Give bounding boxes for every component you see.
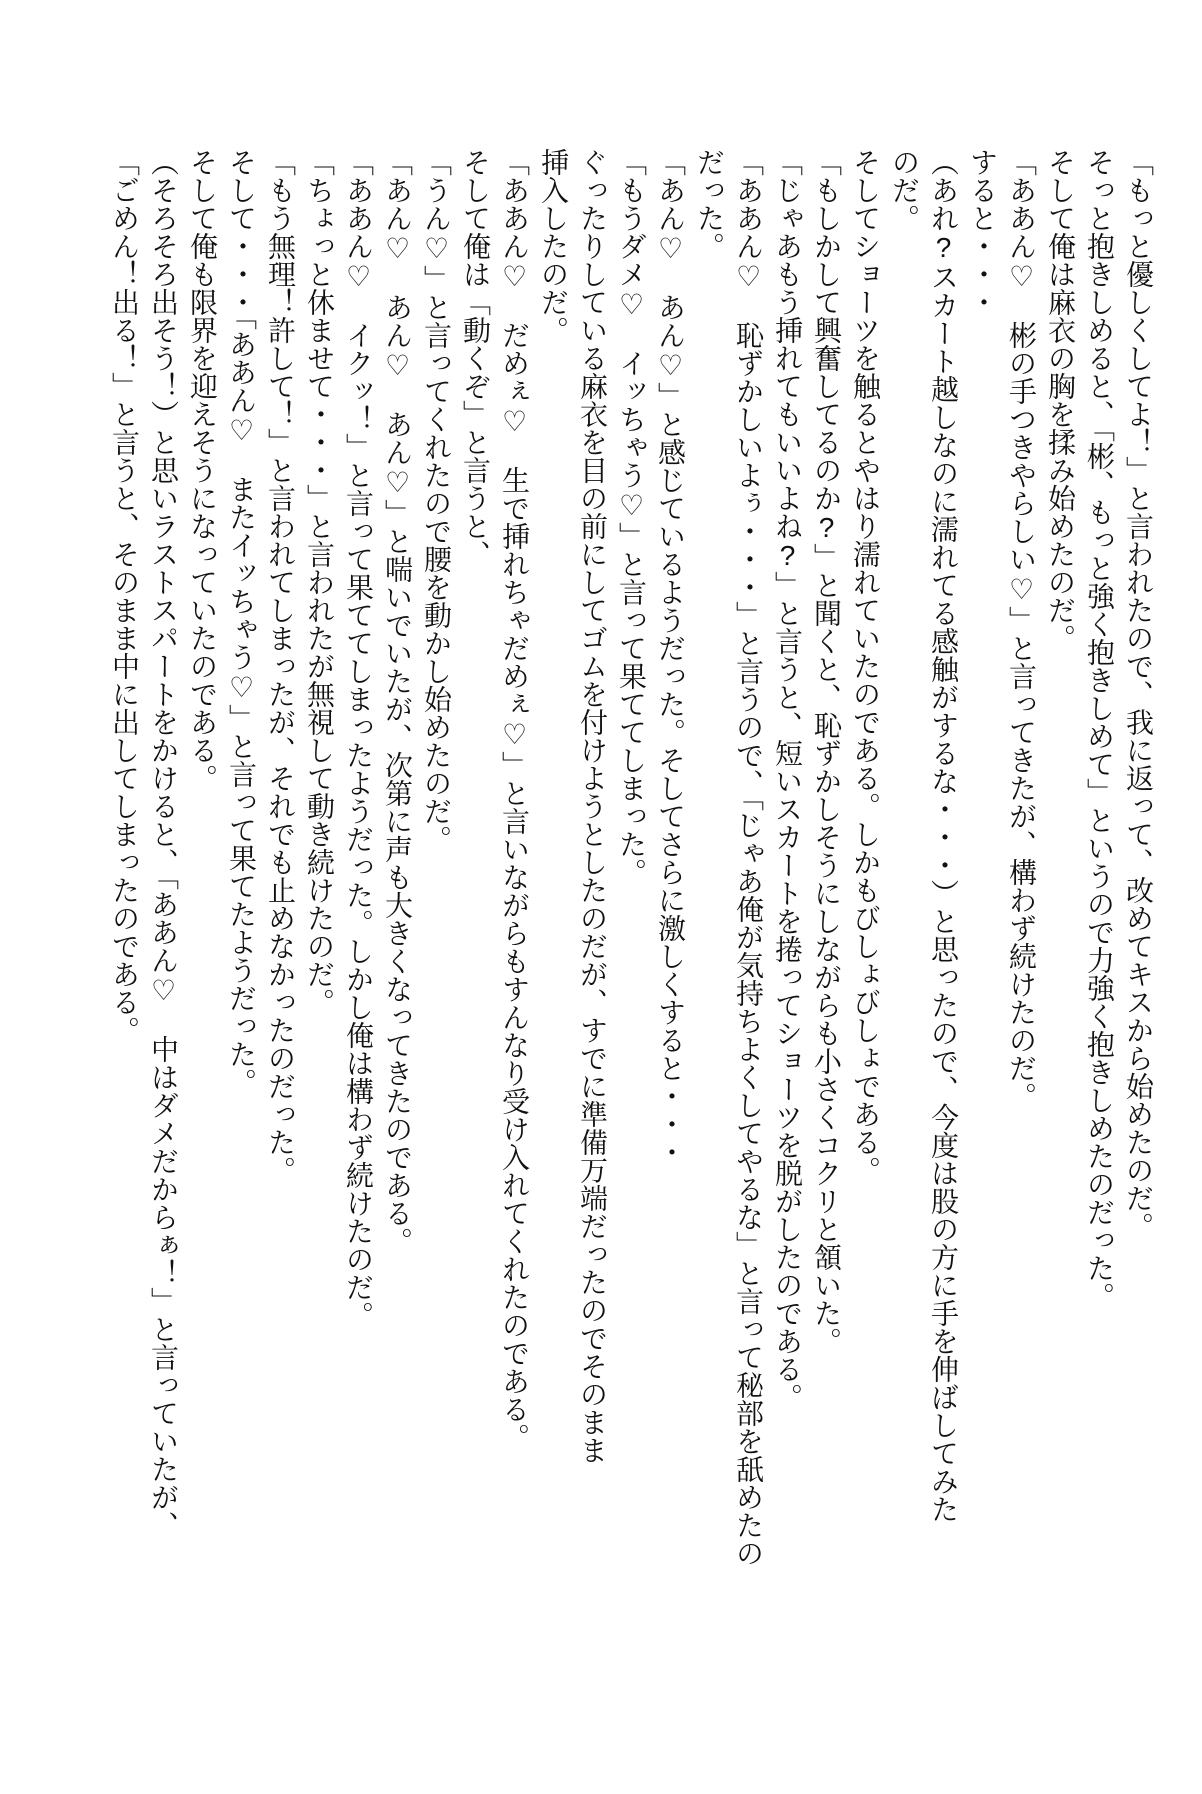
question-mark: ? [772,540,803,571]
text-line: そして俺は麻衣の胸を揉み始めたのだ。 [1045,148,1076,652]
text-line: （あれ?スカート越しなのに濡れてる感触がするな・・・）と思ったので、今度は股の方に手を伸ばしてみた [928,148,959,1523]
text-line: 「あん♡ あん♡ あん♡」と喘いでいたが、次第に声も大きくなってきたのである。 [382,148,413,1255]
text-line: 「もっと優しくしてよ！」と言われたので、我に返って、改めてキスから始めたのだ。 [1123,148,1154,1240]
text-line: そして俺も限界を迎えそうになっていたのである。 [187,148,218,792]
text-line: ぐったりしている麻衣を目の前にしてゴムを付けようとしたのだが、すでに準備万端だったのでそのまま [577,148,608,1464]
text-line: 「ああん♡ イクッ！」と言って果ててしまったようだった。しかし俺は構わず続けたのだ。 [343,148,374,1329]
text-line: そしてショーツを触るとやはり濡れていたのである。しかもびしょびしょである。 [850,148,881,1184]
text-line: そっと抱きしめると、「彬、もっと強く抱きしめて」というので力強く抱きしめたのだった。 [1084,148,1115,1310]
text-line: 「ああん♡ だめぇ♡ 生で挿れちゃだめぇ♡」と言いながらもすんなり受け入れてくれたのである。 [499,148,530,1451]
text-line: 「ちょっと休ませて・・・」と言われたが無視して動き続けたのだ。 [304,148,335,1016]
text-line: 「ああん♡ 彬の手つきやらしい♡」と言ってきたが、構わず続けたのだ。 [1006,148,1037,1110]
text-line: 「もうダメ♡ イッちゃう♡」と言って果ててしまった。 [616,148,647,886]
text-line: 「もう無理！許して！」と言われてしまったが、それでも止めなかったのだった。 [265,148,296,1184]
text-line: そして俺は「動くぞ」と言うと、 [460,148,491,568]
vertical-text-block [105,148,1158,1758]
text-line: そして・・・「ああん♡ またイッちゃう♡」と言って果てたようだった。 [226,148,257,1096]
text-line: 「うん♡」と言ってくれたので腰を動かし始めたのだ。 [421,148,452,853]
text-line: のだ。 [889,148,920,232]
text-line: 「あん♡ あん♡」と感じているようだった。そしてさらに激しくすると・・・ [655,148,686,1166]
question-mark: ? [811,512,842,543]
text-line: だった。 [694,148,725,260]
text-line: すると・・・ [967,148,998,316]
text-line: 「もしかして興奮してるのか?」と聞くと、恥ずかしそうにしながらも小さくコクリと頷いた。 [811,148,842,1355]
question-mark: ? [928,232,959,263]
text-line: （そろそろ出そう！）と思いラストスパートをかけると、「ああん♡ 中はダメだからぁ！」と言っていたが、 [148,148,179,1539]
text-line: 挿入したのだ。 [538,148,569,344]
text-line: 「じゃあもう挿れてもいいよね?」と言うと、短いスカートを捲ってショーツを脱がしたのである。 [772,148,803,1411]
text-line: 「ごめん！出る！」と言うと、そのまま中に出してしまったのである。 [109,148,140,1044]
text-line: 「ああん♡ 恥ずかしいよぅ・・・」と言うので、「じゃあ俺が気持ちよくしてやるな」と言って秘部を舐めたの [733,148,764,1567]
